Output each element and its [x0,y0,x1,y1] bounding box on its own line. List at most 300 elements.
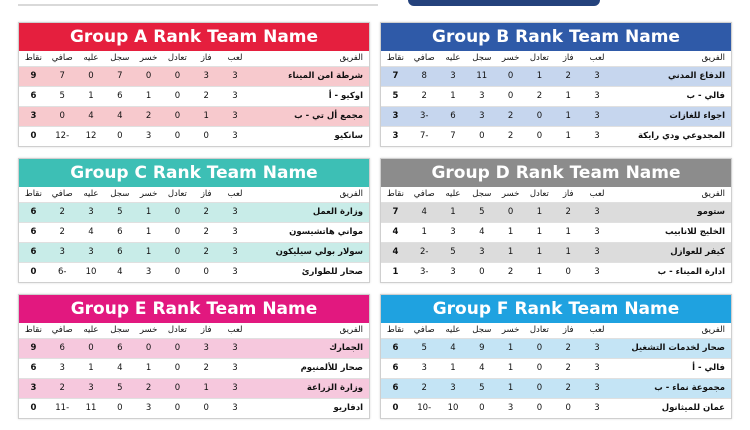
won-cell: 2 [192,358,221,378]
drawn-cell: 0 [163,338,192,358]
against-cell: 1 [439,202,468,222]
table-row [19,338,369,358]
drawn-cell: 0 [525,338,554,358]
team-name: صحار لخدمات التشغيل [611,338,731,358]
played-cell: 3 [221,262,250,282]
team-name: الخليج للانابيب [611,222,731,242]
against-cell: 1 [439,358,468,378]
column-header-lost: خسر [496,51,525,66]
diff-cell: -7 [410,126,439,146]
played-cell: 3 [221,86,250,106]
table-row [381,106,731,126]
team-name: وزارة الزراعة [249,378,369,398]
group-b-panel [380,22,732,147]
column-header-team: الفريق [249,187,369,202]
column-header-drawn: تعادل [525,51,554,66]
scored-cell: 4 [467,358,496,378]
lost-cell: 2 [496,106,525,126]
team-name: صحار للطوارئ [249,262,369,282]
group-b-title: Group B Rank Team Name [381,23,731,51]
won-cell: 2 [554,358,583,378]
against-cell: 3 [439,66,468,86]
column-header-drawn: تعادل [163,51,192,66]
lost-cell: 1 [496,358,525,378]
diff-cell: -10 [410,398,439,418]
against-cell: 0 [77,338,106,358]
against-cell: 6 [439,106,468,126]
played-cell: 3 [221,338,250,358]
header-row [19,323,369,338]
diff-cell: 3 [48,242,77,262]
table-row [19,106,369,126]
played-cell: 3 [583,222,612,242]
team-name: اوكيو - أ [249,86,369,106]
won-cell: 2 [554,66,583,86]
column-header-scored: سجل [467,187,496,202]
against-cell: 11 [77,398,106,418]
won-cell: 0 [554,398,583,418]
diff-cell: -3 [410,262,439,282]
diff-cell: 3 [48,358,77,378]
column-header-won: فاز [554,323,583,338]
table-row [381,378,731,398]
group-e-table [19,323,369,418]
points-cell: 0 [381,398,410,418]
lost-cell: 2 [134,106,163,126]
team-name: مواني هاتشيسون [249,222,369,242]
points-cell: 0 [19,126,48,146]
team-name: فالي - ب [611,86,731,106]
diff-cell: 2 [48,202,77,222]
table-row [381,398,731,418]
lost-cell: 1 [134,358,163,378]
won-cell: 2 [192,242,221,262]
lost-cell: 3 [134,262,163,282]
diff-cell: -3 [410,106,439,126]
against-cell: 3 [77,242,106,262]
top-banner [408,0,600,6]
points-cell: 6 [19,222,48,242]
points-cell: 9 [19,66,48,86]
drawn-cell: 0 [163,222,192,242]
points-cell: 3 [381,106,410,126]
drawn-cell: 1 [525,242,554,262]
lost-cell: 0 [134,66,163,86]
column-header-drawn: تعادل [163,323,192,338]
points-cell: 6 [19,86,48,106]
played-cell: 3 [583,106,612,126]
column-header-team: الفريق [611,51,731,66]
column-header-played: لعب [221,323,250,338]
header-row [381,323,731,338]
column-header-scored: سجل [467,51,496,66]
points-cell: 9 [19,338,48,358]
team-name: المجدوعي ودي رايكة [611,126,731,146]
group-b-table [381,51,731,146]
column-header-scored: سجل [105,187,134,202]
played-cell: 3 [221,126,250,146]
points-cell: 6 [19,358,48,378]
scored-cell: 5 [467,202,496,222]
drawn-cell: 0 [163,242,192,262]
lost-cell: 2 [496,126,525,146]
column-header-team: الفريق [611,187,731,202]
table-row [381,202,731,222]
won-cell: 2 [192,222,221,242]
table-row [381,358,731,378]
won-cell: 1 [554,126,583,146]
group-a-table [19,51,369,146]
played-cell: 3 [583,202,612,222]
played-cell: 3 [221,358,250,378]
played-cell: 3 [583,378,612,398]
column-header-played: لعب [221,51,250,66]
group-a-title: Group A Rank Team Name [19,23,369,51]
column-header-diff: صافي [410,323,439,338]
drawn-cell: 0 [163,202,192,222]
scored-cell: 11 [467,66,496,86]
against-cell: 10 [439,398,468,418]
played-cell: 3 [221,398,250,418]
drawn-cell: 0 [525,398,554,418]
drawn-cell: 0 [163,66,192,86]
column-header-against: عليه [439,323,468,338]
team-name: وزارة العمل [249,202,369,222]
scored-cell: 3 [467,86,496,106]
column-header-played: لعب [583,323,612,338]
column-header-drawn: تعادل [525,323,554,338]
played-cell: 3 [221,222,250,242]
diff-cell: 1 [410,222,439,242]
drawn-cell: 0 [163,126,192,146]
won-cell: 1 [192,378,221,398]
diff-cell: 8 [410,66,439,86]
against-cell: 3 [439,378,468,398]
column-header-played: لعب [583,187,612,202]
column-header-diff: صافي [48,187,77,202]
scored-cell: 4 [467,222,496,242]
against-cell: 1 [77,86,106,106]
team-name: ادارة الميناء - ب [611,262,731,282]
won-cell: 0 [192,398,221,418]
table-row [381,126,731,146]
won-cell: 1 [554,222,583,242]
column-header-played: لعب [583,51,612,66]
diff-cell: 5 [48,86,77,106]
scored-cell: 0 [105,126,134,146]
scored-cell: 0 [467,126,496,146]
played-cell: 3 [583,338,612,358]
table-row [381,222,731,242]
column-header-points: نقاط [19,187,48,202]
won-cell: 1 [192,106,221,126]
group-d-title: Group D Rank Team Name [381,159,731,187]
drawn-cell: 2 [525,86,554,106]
group-d-panel [380,158,732,283]
column-header-scored: سجل [105,51,134,66]
against-cell: 4 [439,338,468,358]
drawn-cell: 1 [525,222,554,242]
points-cell: 0 [19,262,48,282]
points-cell: 3 [381,126,410,146]
group-f-title: Group F Rank Team Name [381,295,731,323]
team-name: سانكيو [249,126,369,146]
played-cell: 3 [583,126,612,146]
won-cell: 2 [554,338,583,358]
table-row [381,242,731,262]
column-header-won: فاز [192,187,221,202]
column-header-drawn: تعادل [163,187,192,202]
won-cell: 2 [554,202,583,222]
column-header-against: عليه [77,187,106,202]
played-cell: 3 [221,202,250,222]
played-cell: 3 [583,262,612,282]
diff-cell: -6 [48,262,77,282]
won-cell: 1 [554,242,583,262]
lost-cell: 1 [134,242,163,262]
column-header-diff: صافي [410,187,439,202]
table-row [19,86,369,106]
scored-cell: 7 [105,66,134,86]
scored-cell: 0 [105,398,134,418]
diff-cell: 2 [48,378,77,398]
table-row [19,66,369,86]
drawn-cell: 0 [163,358,192,378]
points-cell: 1 [381,262,410,282]
team-name: مجمع أل تي - ب [249,106,369,126]
column-header-team: الفريق [611,323,731,338]
scored-cell: 6 [105,86,134,106]
table-row [19,202,369,222]
drawn-cell: 1 [525,66,554,86]
scored-cell: 0 [467,262,496,282]
points-cell: 6 [19,242,48,262]
table-row [381,262,731,282]
drawn-cell: 0 [163,398,192,418]
header-row [381,51,731,66]
played-cell: 3 [583,66,612,86]
scored-cell: 9 [467,338,496,358]
won-cell: 0 [192,126,221,146]
against-cell: 3 [439,262,468,282]
points-cell: 6 [381,338,410,358]
scored-cell: 6 [105,338,134,358]
column-header-lost: خسر [134,187,163,202]
group-f-table [381,323,731,418]
against-cell: 1 [77,358,106,378]
lost-cell: 2 [134,378,163,398]
points-cell: 6 [381,378,410,398]
table-row [19,262,369,282]
table-row [19,358,369,378]
points-cell: 3 [19,106,48,126]
header-row [19,187,369,202]
team-name: عمان للميثانول [611,398,731,418]
against-cell: 0 [77,66,106,86]
lost-cell: 3 [134,398,163,418]
lost-cell: 1 [134,202,163,222]
group-c-panel [18,158,370,283]
points-cell: 7 [381,202,410,222]
column-header-won: فاز [192,51,221,66]
team-name: فالي - أ [611,358,731,378]
scored-cell: 6 [105,242,134,262]
group-e-title: Group E Rank Team Name [19,295,369,323]
drawn-cell: 0 [163,262,192,282]
column-header-diff: صافي [48,323,77,338]
points-cell: 4 [381,242,410,262]
table-row [381,338,731,358]
points-cell: 6 [19,202,48,222]
lost-cell: 3 [134,126,163,146]
against-cell: 3 [77,378,106,398]
scored-cell: 3 [467,106,496,126]
team-name: صحار للألمنيوم [249,358,369,378]
played-cell: 3 [221,378,250,398]
drawn-cell: 0 [525,358,554,378]
column-header-against: عليه [439,187,468,202]
against-cell: 10 [77,262,106,282]
lost-cell: 1 [134,222,163,242]
diff-cell: 0 [48,106,77,126]
top-divider [18,0,378,6]
diff-cell: 5 [410,338,439,358]
header-row [381,187,731,202]
won-cell: 1 [554,86,583,106]
diff-cell: -12 [48,126,77,146]
column-header-diff: صافي [48,51,77,66]
diff-cell: 2 [410,86,439,106]
lost-cell: 3 [496,398,525,418]
diff-cell: -2 [410,242,439,262]
played-cell: 3 [583,242,612,262]
points-cell: 3 [19,378,48,398]
played-cell: 3 [221,66,250,86]
drawn-cell: 1 [525,262,554,282]
drawn-cell: 0 [525,126,554,146]
table-row [19,242,369,262]
column-header-points: نقاط [381,51,410,66]
won-cell: 3 [192,338,221,358]
table-row [381,86,731,106]
diff-cell: 7 [48,66,77,86]
won-cell: 1 [554,106,583,126]
scored-cell: 6 [105,222,134,242]
team-name: سولار بولي سيليكون [249,242,369,262]
against-cell: 1 [439,86,468,106]
against-cell: 4 [77,222,106,242]
drawn-cell: 1 [525,202,554,222]
scored-cell: 4 [105,106,134,126]
won-cell: 2 [554,378,583,398]
diff-cell: 2 [410,378,439,398]
drawn-cell: 0 [525,106,554,126]
played-cell: 3 [221,106,250,126]
diff-cell: 6 [48,338,77,358]
played-cell: 3 [583,358,612,378]
table-row [19,398,369,418]
column-header-lost: خسر [134,51,163,66]
column-header-against: عليه [439,51,468,66]
column-header-against: عليه [77,323,106,338]
diff-cell: -11 [48,398,77,418]
column-header-diff: صافي [410,51,439,66]
points-cell: 4 [381,222,410,242]
won-cell: 0 [554,262,583,282]
scored-cell: 3 [467,242,496,262]
diff-cell: 4 [410,202,439,222]
scored-cell: 4 [105,358,134,378]
table-row [19,222,369,242]
played-cell: 3 [221,242,250,262]
team-name: ادفاريو [249,398,369,418]
table-row [19,378,369,398]
team-name: مجموعة نماء - ب [611,378,731,398]
points-cell: 5 [381,86,410,106]
team-name: الدفاع المدني [611,66,731,86]
group-e-panel [18,294,370,419]
points-cell: 6 [381,358,410,378]
lost-cell: 0 [496,202,525,222]
column-header-played: لعب [221,187,250,202]
points-cell: 7 [381,66,410,86]
group-c-title: Group C Rank Team Name [19,159,369,187]
lost-cell: 2 [496,262,525,282]
points-cell: 0 [19,398,48,418]
column-header-team: الفريق [249,51,369,66]
team-name: شرطة امن الميناء [249,66,369,86]
column-header-points: نقاط [19,323,48,338]
column-header-points: نقاط [19,51,48,66]
group-f-panel [380,294,732,419]
drawn-cell: 0 [163,86,192,106]
column-header-drawn: تعادل [525,187,554,202]
scored-cell: 5 [105,202,134,222]
lost-cell: 0 [134,338,163,358]
table-row [381,66,731,86]
against-cell: 3 [77,202,106,222]
won-cell: 2 [192,86,221,106]
lost-cell: 1 [496,222,525,242]
scored-cell: 0 [467,398,496,418]
team-name: كيفر للعوازل [611,242,731,262]
column-header-points: نقاط [381,187,410,202]
lost-cell: 1 [496,378,525,398]
team-name: اجواء للغازات [611,106,731,126]
won-cell: 3 [192,66,221,86]
scored-cell: 5 [105,378,134,398]
column-header-scored: سجل [105,323,134,338]
scored-cell: 4 [105,262,134,282]
won-cell: 2 [192,202,221,222]
drawn-cell: 0 [163,378,192,398]
column-header-points: نقاط [381,323,410,338]
against-cell: 4 [77,106,106,126]
drawn-cell: 0 [163,106,192,126]
lost-cell: 1 [496,242,525,262]
team-name: الجمارك [249,338,369,358]
column-header-won: فاز [554,51,583,66]
column-header-team: الفريق [249,323,369,338]
against-cell: 5 [439,242,468,262]
drawn-cell: 0 [525,378,554,398]
group-a-panel [18,22,370,147]
against-cell: 3 [439,222,468,242]
group-d-table [381,187,731,282]
diff-cell: 3 [410,358,439,378]
table-row [19,126,369,146]
played-cell: 3 [583,86,612,106]
